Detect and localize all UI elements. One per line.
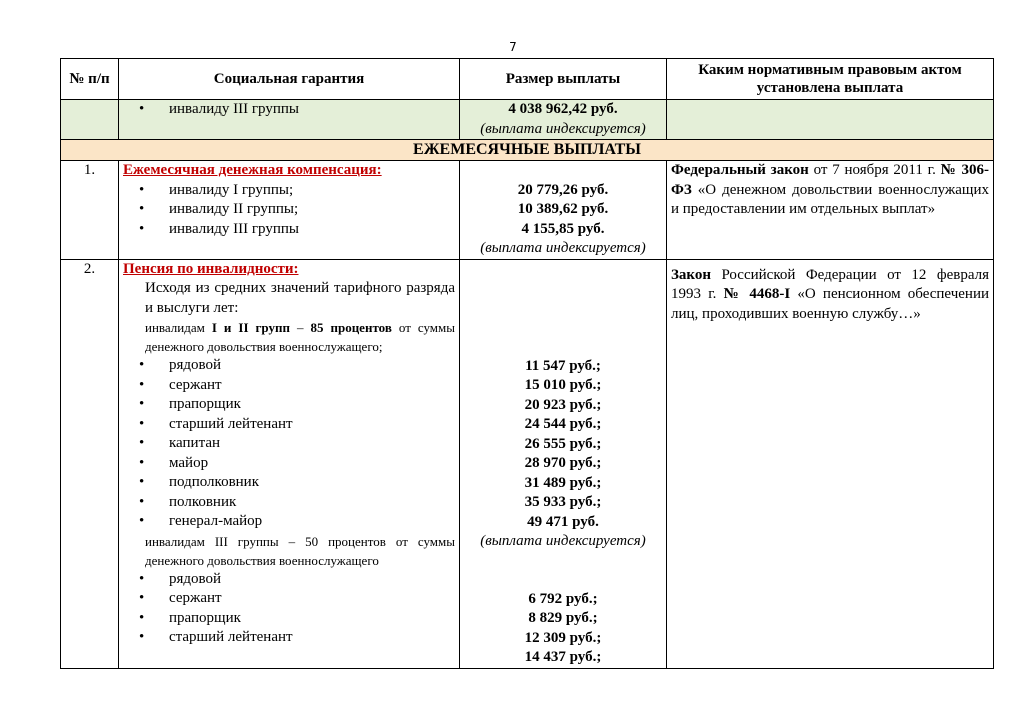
row-number: 1. [61,161,119,260]
list-item: • рядовой [123,356,455,376]
ranks-list-2 [123,570,455,648]
list-item: • генерал-майор [123,512,455,532]
amount-value: 49 471 руб. [527,513,599,530]
list-item: • прапорщик [123,395,455,415]
header-amount: Размер выплаты [460,59,667,100]
table-header-row [61,59,994,100]
group-1-2-text: инвалидам I и II групп – 85 процентов от суммы денежного довольствия военнослужащего; [145,320,455,354]
amount-value: 14 437 руб.; [524,649,602,665]
table-row-2 [61,259,994,668]
list-item: • прапорщик [123,609,455,629]
list-item: • старший лейтенант [123,415,455,435]
list-item: • рядовой [123,570,455,590]
header-num: № п/п [61,59,119,100]
index-note: (выплата индексируется) [480,120,646,137]
list-item: • инвалиду III группы [123,100,455,120]
row-title: Ежемесячная денежная компенсация: [123,162,382,178]
amount-value: 20 779,26 руб. [517,181,609,198]
group-3-text: инвалидам III группы – 50 процентов от суммы денежного довольствия военнослужащего [145,533,455,568]
amount-value: 6 792 руб.; [528,590,598,607]
list-item: • майор [123,454,455,474]
amount-value: 26 555 руб.; [524,435,602,452]
section-title: ЕЖЕМЕСЯЧНЫЕ ВЫПЛАТЫ [61,140,994,161]
table-row-1 [61,161,994,260]
list-item: • сержант [123,376,455,396]
index-note: (выплата индексируется) [480,533,646,549]
amount-value: 12 309 руб.; [524,629,602,646]
list-item: • инвалиду II группы; [123,200,455,220]
row-title: Пенсия по инвалидности: [123,260,299,277]
amount-value: 8 829 руб.; [528,610,598,626]
legal-act: Федеральный закон от 7 ноября 2011 г. № 306-ФЗ «О денежном довольствии военнослужащих и предоставлении им отдельных выплат» [667,161,994,260]
header-guarantee: Социальная гарантия [119,59,460,100]
index-note: (выплата индексируется) [480,240,646,256]
carry-over-row [61,100,994,140]
legal-act: Закон Российской Федерации от 12 февраля 1993 г. № 4468-I «О пенсионном обеспечении лиц, проходивших военную службу…» [667,259,994,668]
amount-value: 20 923 руб.; [524,396,602,413]
row-intro: Исходя из средних значений тарифного разряда и выслуги лет: [145,280,455,316]
header-act: Каким нормативным правовым актом установлена выплата [667,59,994,100]
amount-value: 4 038 962,42 руб. [508,101,618,117]
amount-value: 24 544 руб.; [524,416,602,432]
list-item: • сержант [123,589,455,609]
list-item: • капитан [123,434,455,454]
list-item: • инвалиду III группы [123,220,455,240]
amount-value: 35 933 руб.; [524,494,602,510]
amount-value: 31 489 руб.; [524,474,602,491]
amount-value: 15 010 руб.; [524,377,602,393]
section-row [61,140,994,161]
list-item: • инвалиду I группы; [123,181,455,201]
ranks-list-1 [123,356,455,532]
amount-value: 10 389,62 руб. [517,201,609,217]
amount-value: 28 970 руб.; [524,455,602,471]
list-item: • старший лейтенант [123,628,455,648]
amount-value: 11 547 руб.; [525,357,601,374]
row-number: 2. [61,259,119,668]
page-number: 7 [509,40,517,54]
list-item: • полковник [123,493,455,513]
amount-value: 4 155,85 руб. [521,220,605,237]
guarantees-table [60,58,994,669]
list-item: • подполковник [123,473,455,493]
